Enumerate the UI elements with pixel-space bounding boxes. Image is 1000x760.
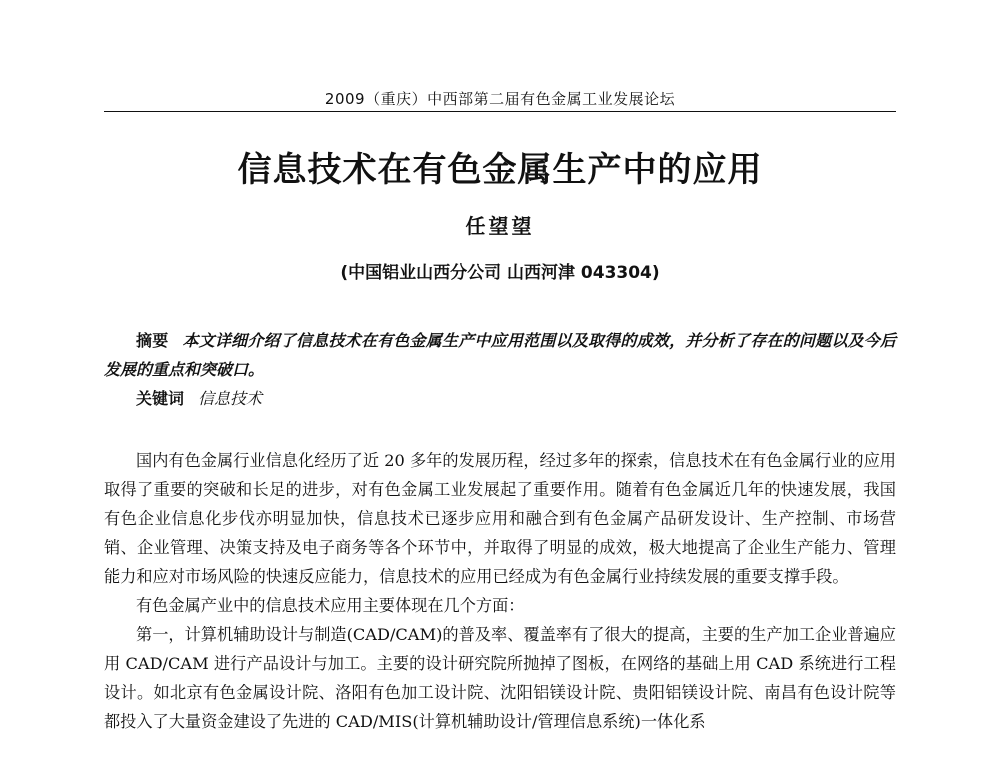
running-header: 2009（重庆）中西部第二届有色金属工业发展论坛: [324, 90, 676, 108]
abstract-label: 摘要: [136, 331, 169, 350]
paper-title: 信息技术在有色金属生产中的应用: [237, 150, 763, 190]
body-paragraph: 国内有色金属行业信息化经历了近 20 多年的发展历程，经过多年的探索，信息技术在有色金属行业的应用取得了重要的突破和长足的进步，对有色金属工业发展起了重要作用。随着有色金属近几年的快速发展，我国有色企业信息化步伐亦明显加快，信息技术已逐步应用和融合到有色金属产品研发设计、生产控制、市场营销、企业管理、决策支持及电子商务等各个环节中，并取得了明显的成效，极大地提高了企业生产能力、管理能力和应对市场风险的快速反应能力，信息技术的应用已经成为有色金属行业持续发展的重要支撑手段。: [104, 451, 896, 586]
keywords: [136, 384, 262, 413]
header-rule: [104, 111, 896, 112]
keywords-value: 信息技术: [198, 389, 263, 408]
body-paragraph: 第一，计算机辅助设计与制造(CAD/CAM)的普及率、覆盖率有了很大的提高，主要的生产加工企业普遍应用 CAD/CAM 进行产品设计与加工。主要的设计研究院所抛掉了图板，在网络的基础上用 CAD 系统进行工程设计。如北京有色金属设计院、洛阳有色加工设计院、沈阳铝镁设计院、贵阳铝镁设计院、南昌有色设计院等都投入了大量资金建设了先进的 CAD/MIS(计算机辅助设计/管理信息系统)一体化系: [104, 625, 896, 731]
author-name: 任望望: [465, 214, 535, 238]
keywords-label: 关键词: [136, 389, 185, 408]
abstract-text: 本文详细介绍了信息技术在有色金属生产中应用范围以及取得的成效，并分析了存在的问题以及今后发展的重点和突破口。: [104, 331, 896, 379]
author-affiliation: (中国铝业山西分公司 山西河津 043304): [340, 263, 660, 283]
body-text: [104, 446, 896, 736]
body-paragraph: 有色金属产业中的信息技术应用主要体现在几个方面：: [136, 596, 525, 615]
abstract: [104, 326, 896, 384]
